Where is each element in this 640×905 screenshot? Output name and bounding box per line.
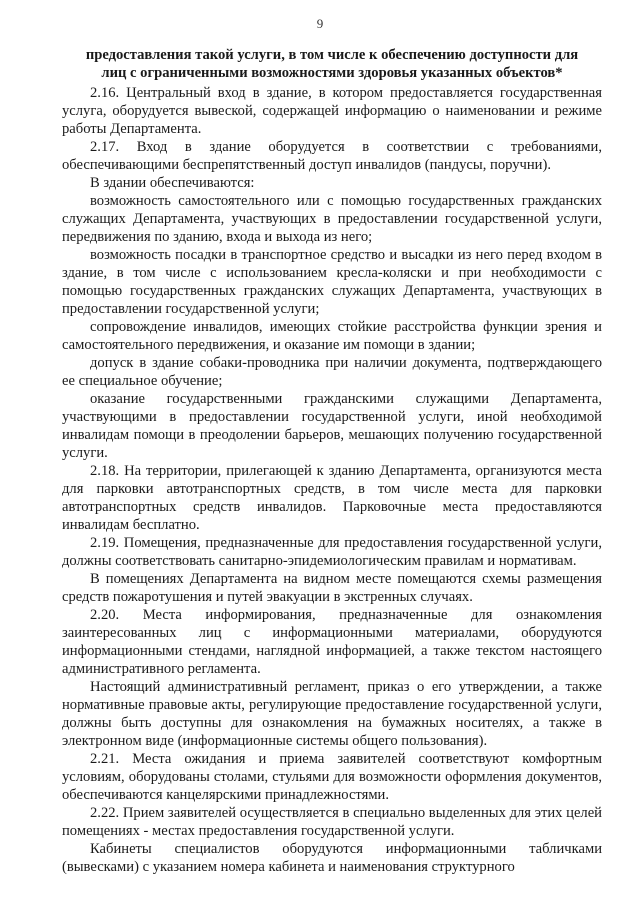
section-heading-line: лиц с ограниченными возможностями здоровья указанных объектов* <box>101 65 563 81</box>
paragraph-2-21: 2.21. Места ожидания и приема заявителей соответствуют комфортным условиям, оборудованы столами, стульями для возможности оформления документов, обеспечиваются канцелярскими принадлежностями. <box>62 751 602 803</box>
paragraph-building-provisions: В здании обеспечиваются: <box>90 175 255 191</box>
paragraph-2-18: 2.18. На территории, прилегающей к зданию Департамента, организуются места для парковки автотранспортных средств, в том числе места для парковки автотранспортных средств инвалидов. Парковочные места предоставляются инвалидам бесплатно. <box>62 463 602 533</box>
paragraph-movement-access: возможность самостоятельного или с помощью государственных гражданских служащих Департамента, участвующих в предоставлении государственной услуги, передвижения по зданию, входа и выхода из него; <box>62 193 602 245</box>
paragraph-regulation-availability: Настоящий административный регламент, приказ о его утверждении, а также нормативные правовые акты, регулирующие предоставление государственной услуги, должны быть доступны для ознакомления на бумажных носителях, а также в электронном виде (информационные системы общего пользования). <box>62 679 602 749</box>
paragraph-evacuation-schemes: В помещениях Департамента на видном месте помещаются схемы размещения средств пожаротушения и путей эвакуации в экстренных случаях. <box>62 571 602 605</box>
paragraph-escort: сопровождение инвалидов, имеющих стойкие расстройства функции зрения и самостоятельного передвижения, и оказание им помощи в здании; <box>62 319 602 353</box>
paragraph-2-17: 2.17. Вход в здание оборудуется в соответствии с требованиями, обеспечивающими беспрепятственный доступ инвалидов (пандусы, поручни). <box>62 139 602 173</box>
paragraph-guide-dog: допуск в здание собаки-проводника при наличии документа, подтверждающего ее специальное обучение; <box>62 355 602 389</box>
section-heading <box>62 46 602 82</box>
paragraph-2-20: 2.20. Места информирования, предназначенные для ознакомления заинтересованных лиц с информационными материалами, оборудуются информационными стендами, наглядной информацией, а также текстом настоящего административного регламента. <box>62 607 602 677</box>
section-heading-line: предоставления такой услуги, в том числе к обеспечению доступности для <box>85 47 579 63</box>
document-body <box>62 46 602 876</box>
paragraph-vehicle-boarding: возможность посадки в транспортное средство и высадки из него перед входом в здание, в том числе с использованием кресла-коляски и при необходимости с помощью государственных гражданских служащих Департамента, участвующих в предоставлении государственной услуги; <box>62 247 602 317</box>
paragraph-2-19: 2.19. Помещения, предназначенные для предоставления государственной услуги, должны соответствовать санитарно-эпидемиологическим правилам и нормативам. <box>62 535 602 569</box>
page-number: 9 <box>316 16 324 31</box>
paragraph-office-signage: Кабинеты специалистов оборудуются информационными табличками (вывесками) с указанием номера кабинета и наименования структурного <box>62 841 602 875</box>
paragraph-2-16: 2.16. Центральный вход в здание, в котором предоставляется государственная услуга, оборудуется вывеской, содержащей информацию о наименовании и режиме работы Департамента. <box>62 85 602 137</box>
paragraph-other-assistance: оказание государственными гражданскими служащими Департамента, участвующими в предоставлении государственной услуги, иной необходимой инвалидам помощи в преодолении барьеров, мешающих получению государственной услуги. <box>62 391 602 461</box>
paragraph-2-22: 2.22. Прием заявителей осуществляется в специально выделенных для этих целей помещениях - местах предоставления государственной услуги. <box>62 805 602 839</box>
